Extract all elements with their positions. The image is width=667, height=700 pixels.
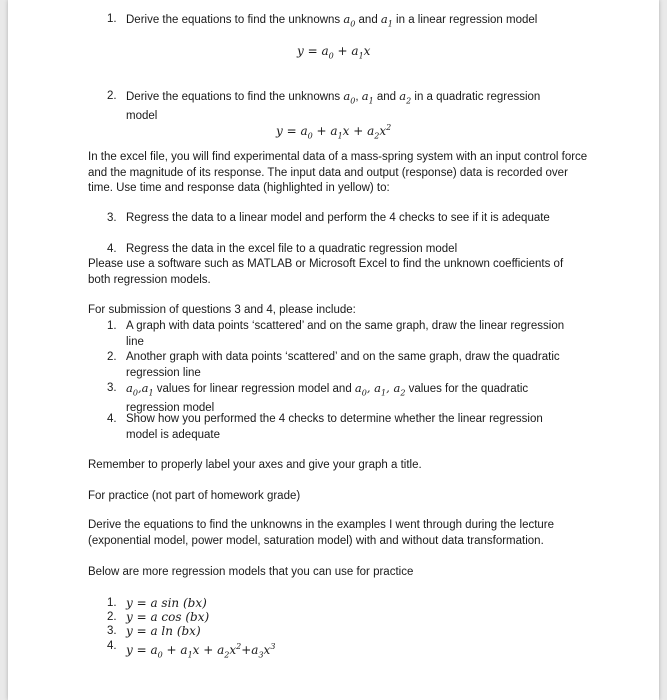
submission-item-2: Another graph with data points ‘scattered’ and on the same graph, draw the quadratic regression line bbox=[126, 351, 560, 379]
submission-heading: For submission of questions 3 and 4, please include: bbox=[88, 304, 356, 316]
model-number: 3. bbox=[107, 625, 117, 637]
q3-number: 3. bbox=[107, 212, 117, 224]
model-equation-2: y = a cos (bx) bbox=[126, 610, 210, 624]
q4-number: 4. bbox=[107, 243, 117, 255]
q1-a1: $a_1$ bbox=[380, 12, 393, 29]
model-number: 4. bbox=[107, 640, 117, 652]
q1-text-before: Derive the equations to find the unknowns bbox=[126, 14, 344, 26]
model-number: 2. bbox=[107, 611, 117, 623]
q1-and: and bbox=[355, 14, 381, 26]
reminder: Remember to properly label your axes and give your graph a title. bbox=[88, 459, 422, 471]
submission-item-number: 2. bbox=[107, 351, 117, 363]
submission-item-1: A graph with data points ‘scattered’ and on the same graph, draw the linear regression line bbox=[126, 320, 565, 348]
submission-item-number: 4. bbox=[107, 413, 117, 425]
submission-item-number: 3. bbox=[107, 382, 117, 394]
q4-text: Regress the data in the excel file to a quadratic regression model bbox=[126, 243, 458, 255]
q1-equation: $y = a_0 + a_1x$ bbox=[297, 44, 371, 61]
submission-item-number: 1. bbox=[107, 320, 117, 332]
model-number: 1. bbox=[107, 597, 117, 609]
software-note: Please use a software such as MATLAB or Microsoft Excel to find the unknown coefficients of both regression models. bbox=[88, 258, 564, 286]
practice-heading: For practice (not part of homework grade) bbox=[88, 490, 301, 502]
q1-number: 1. bbox=[107, 13, 117, 25]
submission-item-4: Show how you performed the 4 checks to determine whether the linear regression model is adequate bbox=[126, 413, 543, 441]
intro-paragraph: In the excel file, you will find experimental data of a mass-spring system with an input control force and the magnitude of its response. The input data and output (response) data is recorded over time. Use time and response data (highlighted in yellow) to: bbox=[88, 151, 588, 194]
practice-text: Derive the equations to find the unknowns in the examples I went through during the lecture (exponential model, power model, saturation model) with and without data transformation. bbox=[88, 519, 555, 547]
model-equation-4: $y = a_0 + a_1x + a_2x^2+a_3x^3$ bbox=[126, 642, 276, 660]
q3-text: Regress the data to a linear model and perform the 4 checks to see if it is adequate bbox=[126, 212, 550, 224]
q2-number: 2. bbox=[107, 90, 117, 102]
q1-text bbox=[126, 12, 537, 32]
model-equation-1: y = a sin (bx) bbox=[126, 596, 207, 610]
q1-a0: $a_0$ bbox=[343, 12, 356, 29]
document-page bbox=[8, 0, 659, 700]
model-equation-3: y = a ln (bx) bbox=[126, 624, 201, 638]
more-models-heading: Below are more regression models that you can use for practice bbox=[88, 566, 414, 578]
submission-item-3: $a_0,a_1$ values for linear regression model and $a_0$, $a_1$, $a_2$ values for the quadratic regression model bbox=[126, 381, 529, 414]
q2-text: Derive the equations to find the unknowns $a_0$, $a_1$ and $a_2$ in a quadratic regression model bbox=[126, 89, 541, 122]
q2-equation: $y = a_0 + a_1x + a_2x^2$ bbox=[276, 123, 392, 141]
q1-text-after: in a linear regression model bbox=[392, 14, 538, 26]
